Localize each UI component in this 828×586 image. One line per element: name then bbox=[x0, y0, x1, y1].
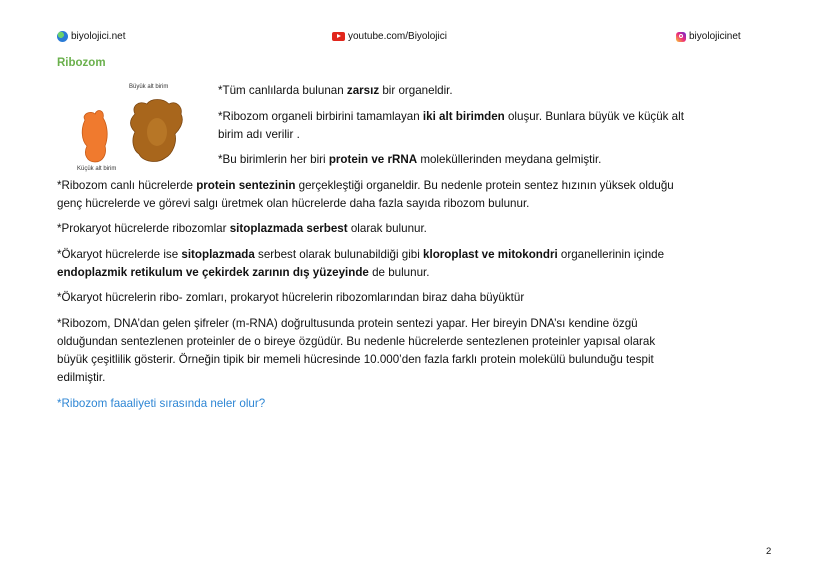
header-website-text: biyolojici.net bbox=[71, 31, 126, 42]
page-title: Ribozom bbox=[57, 57, 106, 69]
header-website[interactable] bbox=[57, 31, 125, 42]
header-instagram[interactable] bbox=[676, 31, 741, 42]
header-youtube[interactable] bbox=[332, 31, 447, 42]
globe-icon bbox=[57, 31, 68, 42]
paragraph-2: *Ribozom organeli birbirini tamamlayan iki alt birimden oluşur. Bunlara büyük ve küçük alt birim adı verilir . bbox=[218, 110, 684, 141]
ribosome-illustration bbox=[77, 84, 187, 176]
small-subunit-shape bbox=[82, 111, 107, 162]
ribosome-figure bbox=[77, 84, 187, 176]
paragraph-3: *Bu birimlerin her biri protein ve rRNA moleküllerinden meydana gelmiştir. bbox=[218, 153, 602, 166]
paragraph-5: *Prokaryot hücrelerde ribozomlar sitoplazmada serbest olarak bulunur. bbox=[57, 222, 427, 235]
header-youtube-text: youtube.com/Biyolojici bbox=[348, 31, 447, 42]
youtube-icon bbox=[332, 32, 345, 41]
header-instagram-text: biyolojicinet bbox=[689, 31, 741, 42]
large-subunit-label: Büyük alt birim bbox=[129, 84, 169, 90]
page-number: 2 bbox=[766, 546, 772, 557]
paragraph-8: *Ribozom, DNA’dan gelen şifreler (m-RNA) doğrultusunda protein sentezi yapar. Her bireyin DNA’sı kendine özgü olduğundan sentezlenen proteinler de o bireye özgüdür. Bu nedenle hücrelerde sentezlenen proteinler yapısal olarak büyük çeşitlilik gösterir. Örneğin tipik bir memeli hücresinde 10.000’den fazla farklı protein molekülü bulunduğu tespit edilmiştir. bbox=[57, 317, 656, 384]
paragraph-6: *Ökaryot hücrelerde ise sitoplazmada serbest olarak bulunabildiği gibi kloroplast ve mitokondri organellerinin içinde endoplazmik retikulum ve çekirdek zarının dış yüzeyinde de bulunur. bbox=[57, 248, 665, 279]
instagram-icon bbox=[676, 32, 686, 42]
paragraph-1: *Tüm canlılarda bulunan zarsız bir organeldir. bbox=[218, 84, 453, 97]
paragraph-7: *Ökaryot hücrelerin ribo- zomları, prokaryot hücrelerin ribozomlarından biraz daha büyüktür bbox=[57, 291, 525, 304]
question-heading: *Ribozom faaaliyeti sırasında neler olur? bbox=[57, 397, 266, 410]
paragraph-4: *Ribozom canlı hücrelerde protein sentezinin gerçekleştiği organeldir. Bu nedenle protein sentez hızının yüksek olduğu genç hücrelerde ve görevi salgı üretmek olan hücrelerde daha fazla sayıda ribozom bulunur. bbox=[57, 179, 674, 210]
small-subunit-label: Küçük alt birim bbox=[77, 166, 117, 172]
